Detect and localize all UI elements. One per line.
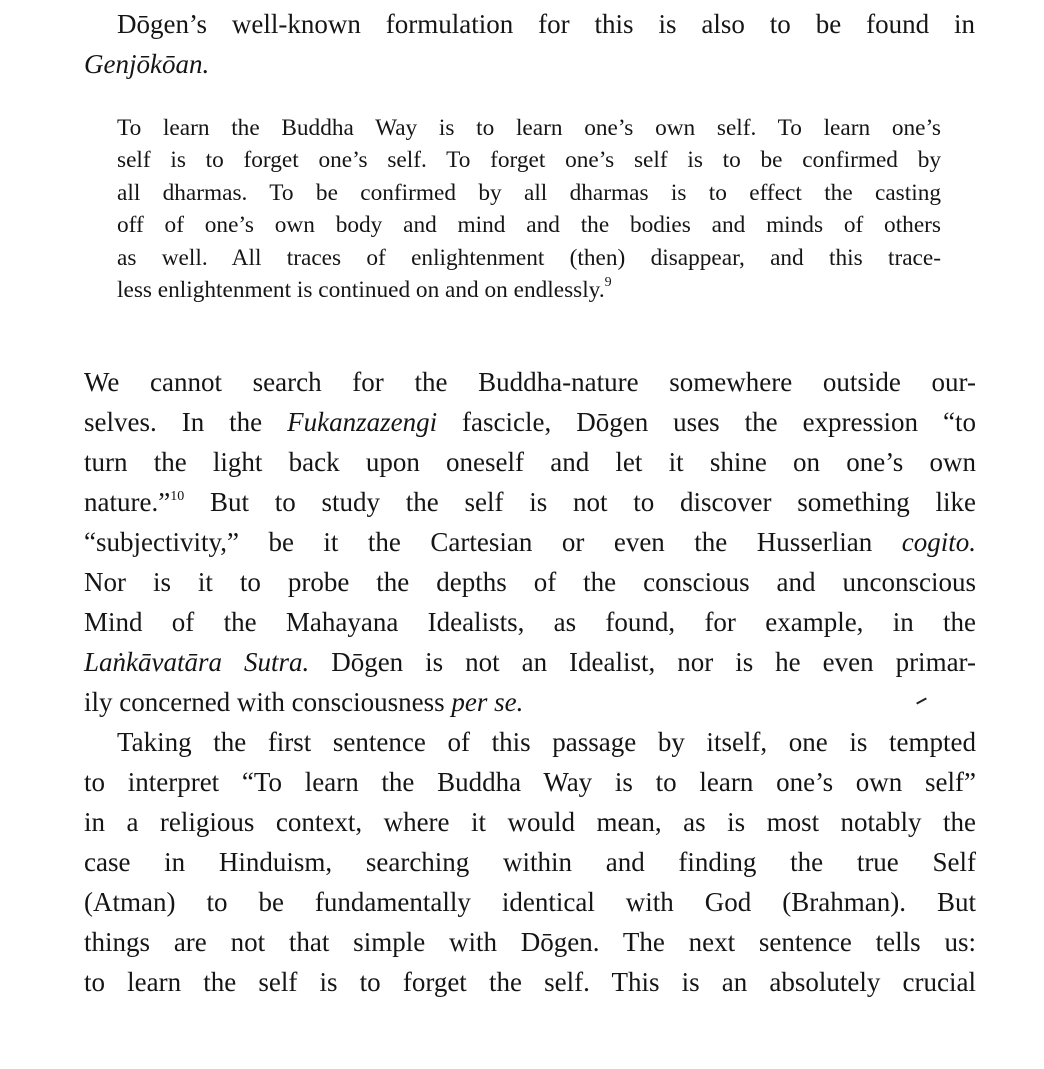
quote-line: To learn the Buddha Way is to learn one’s own self. To learn one’s <box>117 115 941 141</box>
paragraph-line <box>84 642 976 682</box>
italic-term: per se. <box>451 687 524 717</box>
quote-line: as well. All traces of enlightenment (then) disappear, and this trace- <box>117 244 941 271</box>
footnote-ref: 10 <box>170 489 185 504</box>
text-run: fascicle, Dōgen uses the expression “to <box>437 407 976 437</box>
paragraph-line <box>84 402 976 442</box>
quote-line: off of one’s own body and mind and the bodies and minds of others <box>117 212 941 239</box>
paragraph-line: We cannot search for the Buddha-nature somewhere outside our- <box>84 367 976 397</box>
quote-line-text: less enlightenment is continued on and on endlessly. <box>117 277 605 304</box>
italic-title: Laṅkāvatāra Sutra. <box>84 647 310 677</box>
paragraph-line: (Atman) to be fundamentally identical with God (Brahman). But <box>84 887 976 917</box>
footnote-ref: 9 <box>604 275 612 291</box>
paragraph-line: Mind of the Mahayana Idealists, as found, for example, in the <box>84 607 976 637</box>
text-run: selves. In the <box>84 407 288 437</box>
paragraph-line: case in Hinduism, searching within and finding the true Self <box>84 847 976 877</box>
paragraph-line: to learn the self is to forget the self. This is an absolutely crucial <box>84 967 976 997</box>
text-run: Dōgen is not an Idealist, nor is he even primar- <box>309 647 976 677</box>
italic-title: Fukanzazengi <box>287 407 438 437</box>
quote-line: all dharmas. To be confirmed by all dharmas is to effect the casting <box>117 179 941 206</box>
paragraph-line <box>84 682 976 722</box>
paragraph-line: to interpret “To learn the Buddha Way is to learn one’s own self” <box>84 767 976 797</box>
intro-work-title: Genjōkōan. <box>84 49 210 79</box>
paragraph-line: in a religious context, where it would mean, as is most notably the <box>84 807 976 837</box>
italic-term: cogito. <box>901 527 976 557</box>
quote-line: self is to forget one’s self. To forget one’s self is to be confirmed by <box>117 147 941 174</box>
paragraph-line: things are not that simple with Dōgen. The next sentence tells us: <box>84 927 976 957</box>
text-run: “subjectivity,” be it the Cartesian or even the Husserlian <box>84 527 902 557</box>
paragraph-line: Taking the first sentence of this passage by itself, one is tempted <box>117 727 976 757</box>
paragraph-line <box>84 482 976 522</box>
intro-line <box>117 4 975 44</box>
paragraph-line: Nor is it to probe the depths of the conscious and unconscious <box>84 567 976 597</box>
text-run: But to study the self is not to discover something like <box>184 487 976 517</box>
body-text <box>84 362 976 1002</box>
paragraph-line: turn the light back upon oneself and let it shine on one’s own <box>84 447 976 477</box>
intro-text: Dōgen’s well-known formulation for this is also to be found in <box>117 9 975 39</box>
quote-line-last <box>117 274 941 306</box>
block-quotation <box>117 112 941 306</box>
paragraph-line <box>84 522 976 562</box>
text-run: ily concerned with consciousness <box>84 687 452 717</box>
text-run: nature.” <box>84 487 171 517</box>
